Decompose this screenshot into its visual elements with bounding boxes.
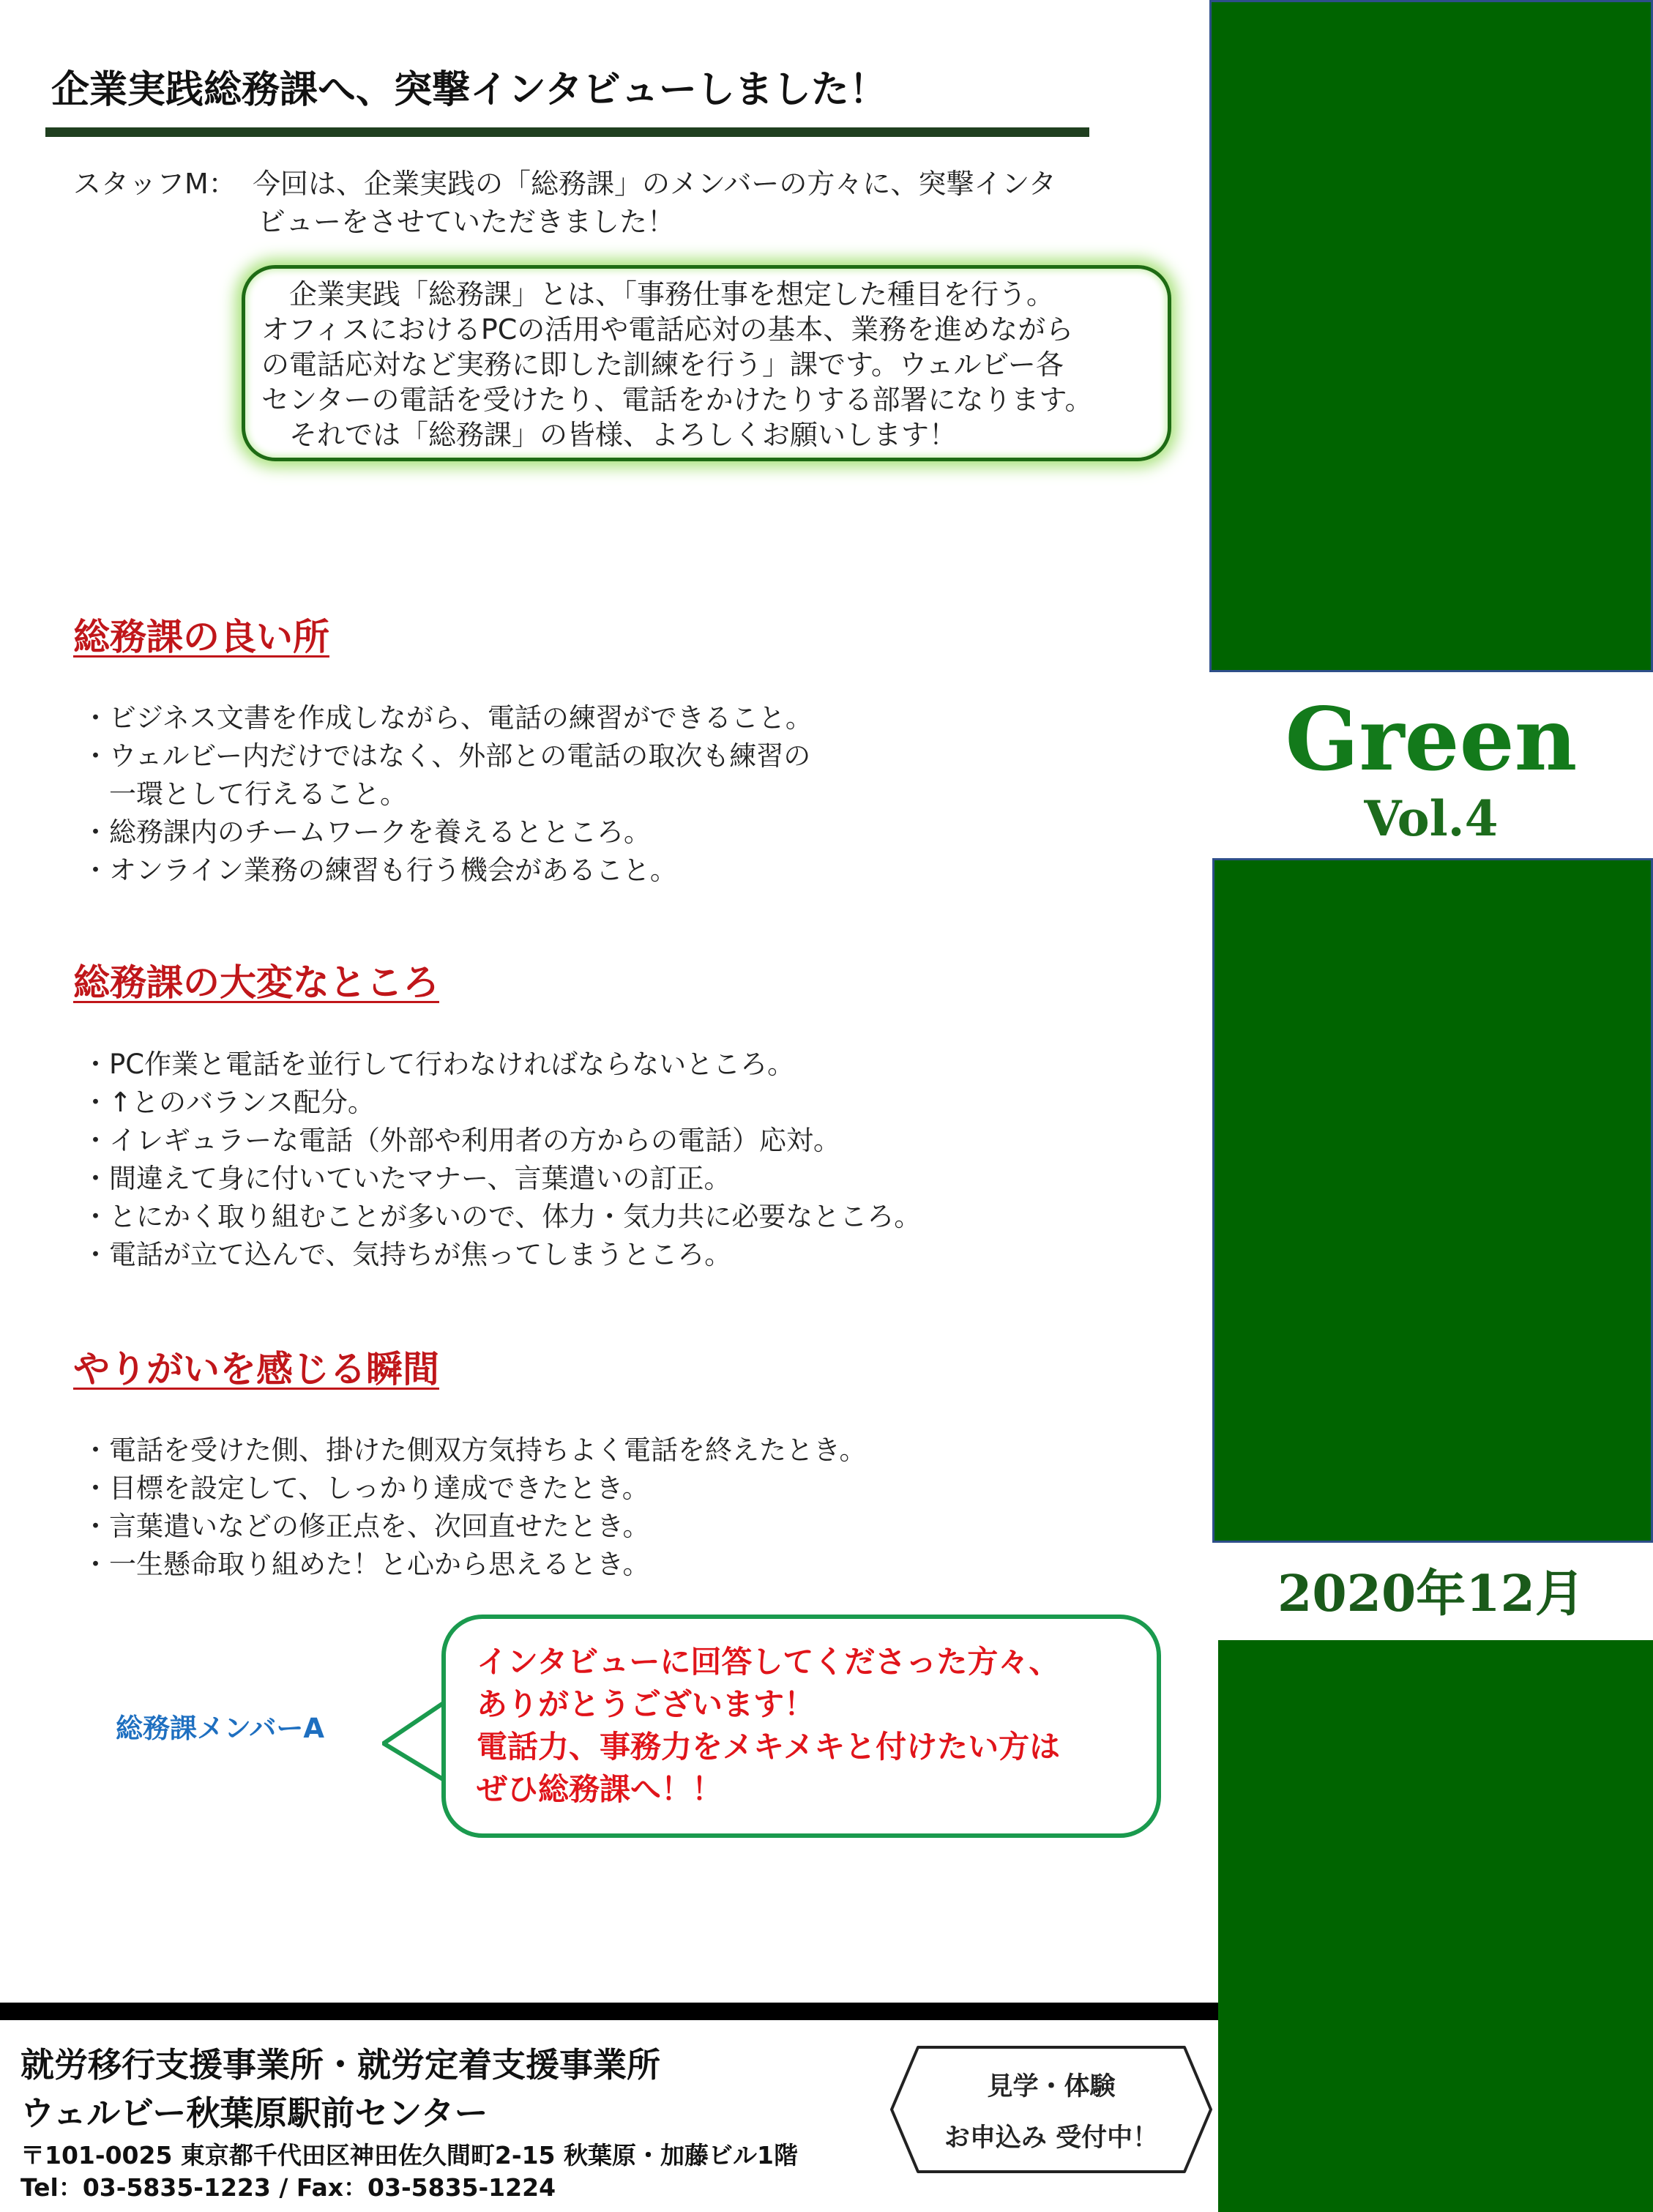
list-item: ・とにかく取り組むことが多いので、体力・気力共に必要なところ。 <box>82 1201 922 1232</box>
list-item: ・ビジネス文書を作成しながら、電話の練習ができること。 <box>82 702 813 734</box>
footer-phone-fax: Tel：03-5835-1223 / Fax：03-5835-1224 <box>20 2173 556 2202</box>
list-item: ・目標を設定して、しっかり達成できたとき。 <box>82 1472 649 1504</box>
issue-date: 2020年12月 <box>1277 1565 1585 1623</box>
speech-bubble-tail <box>382 1695 448 1790</box>
green-panel-top <box>1209 0 1653 672</box>
visit-application-badge <box>889 2044 1214 2175</box>
cta-line: 見学・体験 <box>987 2072 1116 2101</box>
footer-address: 〒101-0025 東京都千代田区神田佐久間町2-15 秋葉原・加藤ビル1階 <box>20 2141 798 2170</box>
newsletter-volume: Vol.4 <box>1364 790 1499 847</box>
list-item: ・ウェルビー内だけではなく、外部との電話の取次も練習の <box>82 740 811 772</box>
info-box-line: それでは「総務課」の皆様、よろしくお願いします！ <box>261 419 958 451</box>
info-box-line: オフィスにおけるPCの活用や電話応対の基本、業務を進めながら <box>261 313 1074 346</box>
title-underline <box>45 127 1089 137</box>
list-item: ・電話が立て込んで、気持ちが焦ってしまうところ。 <box>82 1239 732 1270</box>
section-heading-rewarding-moments: やりがいを感じる瞬間 <box>73 1348 439 1390</box>
list-item: 一環として行えること。 <box>82 778 407 810</box>
footer-center-name: ウェルビー秋葉原駅前センター <box>20 2093 488 2133</box>
section-heading-good-points: 総務課の良い所 <box>73 616 329 658</box>
info-box <box>242 265 1171 461</box>
intro-text-line: 今回は、企業実践の「総務課」のメンバーの方々に、突撃インタ <box>253 168 1056 200</box>
list-item: ・イレギュラーな電話（外部や利用者の方からの電話）応対。 <box>82 1125 840 1156</box>
speech-bubble <box>441 1615 1161 1838</box>
info-box-line: センターの電話を受けたり、電話をかけたりする部署になります。 <box>261 384 1093 416</box>
intro-speaker: スタッフM： <box>73 168 236 200</box>
newsletter-name: Green <box>1285 688 1578 790</box>
list-item: ・総務課内のチームワークを養えるとところ。 <box>82 816 651 848</box>
hexagon-badge-shape <box>889 2044 1214 2175</box>
bubble-text-line: ありがとうございます！ <box>477 1686 816 1722</box>
bubble-text-line: ぜひ総務課へ！！ <box>477 1771 723 1807</box>
intro-text-line: ビューをさせていただきました！ <box>258 206 676 238</box>
section-heading-hard-points: 総務課の大変なところ <box>73 961 439 1004</box>
info-box-line: 企業実践「総務課」とは、「事務仕事を想定した種目を行う。 <box>261 278 1055 310</box>
green-panel-bottom <box>1218 1640 1653 2212</box>
bubble-text-line: 電話力、事務力をメキメキと付けたい方は <box>477 1729 1061 1765</box>
list-item: ・一生懸命取り組めた！と心から思えるとき。 <box>82 1549 650 1580</box>
bubble-text-line: インタビューに回答してくださった方々、 <box>477 1644 1060 1680</box>
list-item: ・電話を受けた側、掛けた側双方気持ちよく電話を終えたとき。 <box>82 1434 867 1466</box>
page-title: 企業実践総務課へ、突撃インタビューしました！ <box>51 68 887 112</box>
footer-divider <box>0 2003 1218 2020</box>
cta-line: お申込み 受付中！ <box>944 2123 1159 2153</box>
list-item: ・PC作業と電話を並行して行わなければならないところ。 <box>82 1049 795 1080</box>
info-box-line: の電話応対など実務に即した訓練を行う」課です。ウェルビー各 <box>261 349 1064 381</box>
green-panel-middle <box>1212 858 1653 1543</box>
bubble-speaker-label: 総務課メンバーA <box>116 1713 325 1744</box>
footer-organization-type: 就労移行支援事業所・就労定着支援事業所 <box>20 2045 660 2085</box>
list-item: ・間違えて身に付いていたマナー、言葉遣いの訂正。 <box>82 1163 731 1194</box>
list-item: ・言葉遣いなどの修正点を、次回直せたとき。 <box>82 1511 650 1542</box>
list-item: ・オンライン業務の練習も行う機会があること。 <box>82 854 677 886</box>
list-item: ・↑とのバランス配分。 <box>82 1087 375 1118</box>
